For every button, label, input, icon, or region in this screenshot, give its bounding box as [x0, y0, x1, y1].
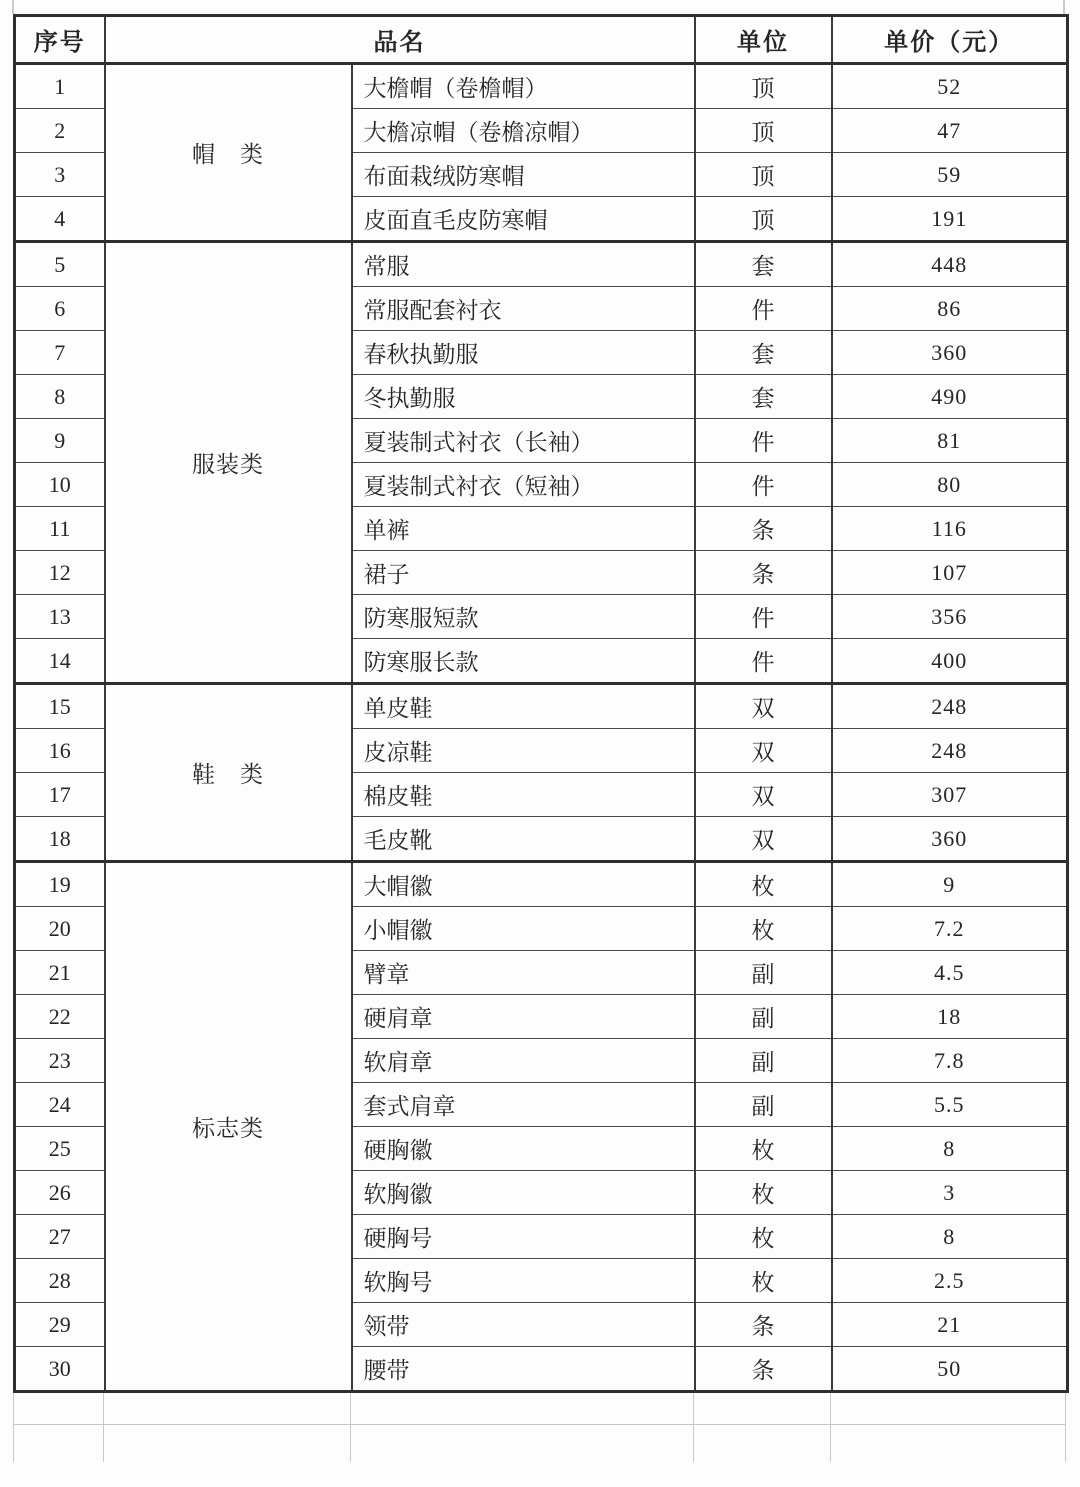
- unit-cell: 条: [695, 1347, 832, 1392]
- price-cell: 8: [832, 1127, 1068, 1171]
- empty-cell: [103, 1425, 350, 1462]
- item-name-cell: 春秋执勤服: [352, 331, 695, 375]
- price-cell: 448: [832, 242, 1068, 287]
- gridline-right-edge: [1063, 0, 1065, 14]
- serial-number-cell: 12: [15, 551, 105, 595]
- serial-number-cell: 22: [15, 995, 105, 1039]
- price-cell: 7.2: [832, 907, 1068, 951]
- empty-cell: [350, 1393, 693, 1424]
- price-cell: 360: [832, 817, 1068, 862]
- price-cell: 50: [832, 1347, 1068, 1392]
- unit-cell: 条: [695, 507, 832, 551]
- empty-grid-rows: [13, 1393, 1066, 1462]
- serial-number-cell: 17: [15, 773, 105, 817]
- serial-number-cell: 27: [15, 1215, 105, 1259]
- unit-cell: 件: [695, 419, 832, 463]
- price-cell: 2.5: [832, 1259, 1068, 1303]
- empty-row: [13, 1393, 1066, 1425]
- category-cell: 服装类: [105, 242, 352, 684]
- item-name-cell: 冬执勤服: [352, 375, 695, 419]
- serial-number-cell: 29: [15, 1303, 105, 1347]
- table-row: [15, 862, 1068, 907]
- empty-cell: [13, 1425, 103, 1462]
- serial-number-cell: 28: [15, 1259, 105, 1303]
- price-cell: 86: [832, 287, 1068, 331]
- unit-cell: 双: [695, 684, 832, 729]
- price-cell: 4.5: [832, 951, 1068, 995]
- empty-cell: [350, 1425, 693, 1462]
- price-table: [13, 14, 1069, 1393]
- serial-number-cell: 14: [15, 639, 105, 684]
- item-name-cell: 防寒服短款: [352, 595, 695, 639]
- item-name-cell: 软胸号: [352, 1259, 695, 1303]
- price-cell: 191: [832, 197, 1068, 242]
- unit-cell: 双: [695, 729, 832, 773]
- price-cell: 9: [832, 862, 1068, 907]
- serial-number-cell: 19: [15, 862, 105, 907]
- price-cell: 21: [832, 1303, 1068, 1347]
- unit-cell: 副: [695, 1039, 832, 1083]
- serial-number-cell: 23: [15, 1039, 105, 1083]
- serial-number-cell: 5: [15, 242, 105, 287]
- item-name-cell: 硬胸徽: [352, 1127, 695, 1171]
- header-unit: 单位: [695, 16, 832, 64]
- item-name-cell: 单皮鞋: [352, 684, 695, 729]
- category-cell: 鞋 类: [105, 684, 352, 862]
- item-name-cell: 常服: [352, 242, 695, 287]
- unit-cell: 件: [695, 463, 832, 507]
- table-header: [15, 16, 1068, 64]
- item-name-cell: 皮凉鞋: [352, 729, 695, 773]
- category-cell: 标志类: [105, 862, 352, 1392]
- unit-cell: 套: [695, 331, 832, 375]
- price-cell: 360: [832, 331, 1068, 375]
- item-name-cell: 软肩章: [352, 1039, 695, 1083]
- header-unit-price: 单价（元）: [832, 16, 1068, 64]
- empty-cell: [830, 1425, 1066, 1462]
- unit-cell: 套: [695, 242, 832, 287]
- unit-cell: 顶: [695, 197, 832, 242]
- unit-cell: 顶: [695, 109, 832, 153]
- price-cell: 248: [832, 684, 1068, 729]
- item-name-cell: 夏装制式衬衣（短袖）: [352, 463, 695, 507]
- price-cell: 8: [832, 1215, 1068, 1259]
- unit-cell: 枚: [695, 1259, 832, 1303]
- item-name-cell: 大檐帽（卷檐帽）: [352, 64, 695, 109]
- serial-number-cell: 2: [15, 109, 105, 153]
- item-name-cell: 软胸徽: [352, 1171, 695, 1215]
- empty-cell: [693, 1425, 830, 1462]
- unit-cell: 枚: [695, 907, 832, 951]
- header-product-name: 品名: [105, 16, 695, 64]
- price-cell: 59: [832, 153, 1068, 197]
- unit-cell: 副: [695, 1083, 832, 1127]
- item-name-cell: 臂章: [352, 951, 695, 995]
- price-cell: 7.8: [832, 1039, 1068, 1083]
- serial-number-cell: 15: [15, 684, 105, 729]
- serial-number-cell: 16: [15, 729, 105, 773]
- item-name-cell: 布面栽绒防寒帽: [352, 153, 695, 197]
- serial-number-cell: 24: [15, 1083, 105, 1127]
- price-cell: 81: [832, 419, 1068, 463]
- price-cell: 307: [832, 773, 1068, 817]
- unit-cell: 条: [695, 1303, 832, 1347]
- serial-number-cell: 26: [15, 1171, 105, 1215]
- serial-number-cell: 21: [15, 951, 105, 995]
- item-name-cell: 裙子: [352, 551, 695, 595]
- unit-cell: 件: [695, 595, 832, 639]
- header-serial-number: 序号: [15, 16, 105, 64]
- serial-number-cell: 25: [15, 1127, 105, 1171]
- price-cell: 107: [832, 551, 1068, 595]
- item-name-cell: 大帽徽: [352, 862, 695, 907]
- empty-cell: [830, 1393, 1066, 1424]
- price-cell: 356: [832, 595, 1068, 639]
- price-cell: 80: [832, 463, 1068, 507]
- price-cell: 116: [832, 507, 1068, 551]
- serial-number-cell: 30: [15, 1347, 105, 1392]
- serial-number-cell: 10: [15, 463, 105, 507]
- unit-cell: 副: [695, 951, 832, 995]
- price-cell: 18: [832, 995, 1068, 1039]
- unit-cell: 枚: [695, 1171, 832, 1215]
- unit-cell: 套: [695, 375, 832, 419]
- item-name-cell: 棉皮鞋: [352, 773, 695, 817]
- item-name-cell: 毛皮靴: [352, 817, 695, 862]
- price-cell: 52: [832, 64, 1068, 109]
- empty-row: [13, 1425, 1066, 1462]
- item-name-cell: 防寒服长款: [352, 639, 695, 684]
- unit-cell: 枚: [695, 862, 832, 907]
- serial-number-cell: 20: [15, 907, 105, 951]
- top-partial-grid-row: [0, 0, 1080, 14]
- item-name-cell: 腰带: [352, 1347, 695, 1392]
- item-name-cell: 皮面直毛皮防寒帽: [352, 197, 695, 242]
- item-name-cell: 领带: [352, 1303, 695, 1347]
- item-name-cell: 大檐凉帽（卷檐凉帽）: [352, 109, 695, 153]
- price-cell: 47: [832, 109, 1068, 153]
- unit-cell: 顶: [695, 64, 832, 109]
- header-row: [15, 16, 1068, 64]
- unit-cell: 双: [695, 817, 832, 862]
- item-name-cell: 硬肩章: [352, 995, 695, 1039]
- price-cell: 5.5: [832, 1083, 1068, 1127]
- unit-cell: 枚: [695, 1215, 832, 1259]
- item-name-cell: 小帽徽: [352, 907, 695, 951]
- price-cell: 3: [832, 1171, 1068, 1215]
- unit-cell: 顶: [695, 153, 832, 197]
- serial-number-cell: 13: [15, 595, 105, 639]
- price-cell: 400: [832, 639, 1068, 684]
- empty-cell: [103, 1393, 350, 1424]
- unit-cell: 副: [695, 995, 832, 1039]
- item-name-cell: 套式肩章: [352, 1083, 695, 1127]
- unit-cell: 条: [695, 551, 832, 595]
- serial-number-cell: 6: [15, 287, 105, 331]
- serial-number-cell: 11: [15, 507, 105, 551]
- item-name-cell: 夏装制式衬衣（长袖）: [352, 419, 695, 463]
- gridline-left-edge: [12, 0, 14, 14]
- table-row: [15, 242, 1068, 287]
- price-cell: 248: [832, 729, 1068, 773]
- empty-cell: [693, 1393, 830, 1424]
- serial-number-cell: 9: [15, 419, 105, 463]
- unit-cell: 件: [695, 639, 832, 684]
- unit-cell: 件: [695, 287, 832, 331]
- unit-cell: 枚: [695, 1127, 832, 1171]
- serial-number-cell: 1: [15, 64, 105, 109]
- price-cell: 490: [832, 375, 1068, 419]
- item-name-cell: 常服配套衬衣: [352, 287, 695, 331]
- serial-number-cell: 3: [15, 153, 105, 197]
- unit-cell: 双: [695, 773, 832, 817]
- serial-number-cell: 8: [15, 375, 105, 419]
- table-row: [15, 64, 1068, 109]
- serial-number-cell: 4: [15, 197, 105, 242]
- item-name-cell: 单裤: [352, 507, 695, 551]
- serial-number-cell: 18: [15, 817, 105, 862]
- table-row: [15, 684, 1068, 729]
- serial-number-cell: 7: [15, 331, 105, 375]
- empty-cell: [13, 1393, 103, 1424]
- category-cell: 帽 类: [105, 64, 352, 242]
- table-body: [15, 64, 1068, 1392]
- item-name-cell: 硬胸号: [352, 1215, 695, 1259]
